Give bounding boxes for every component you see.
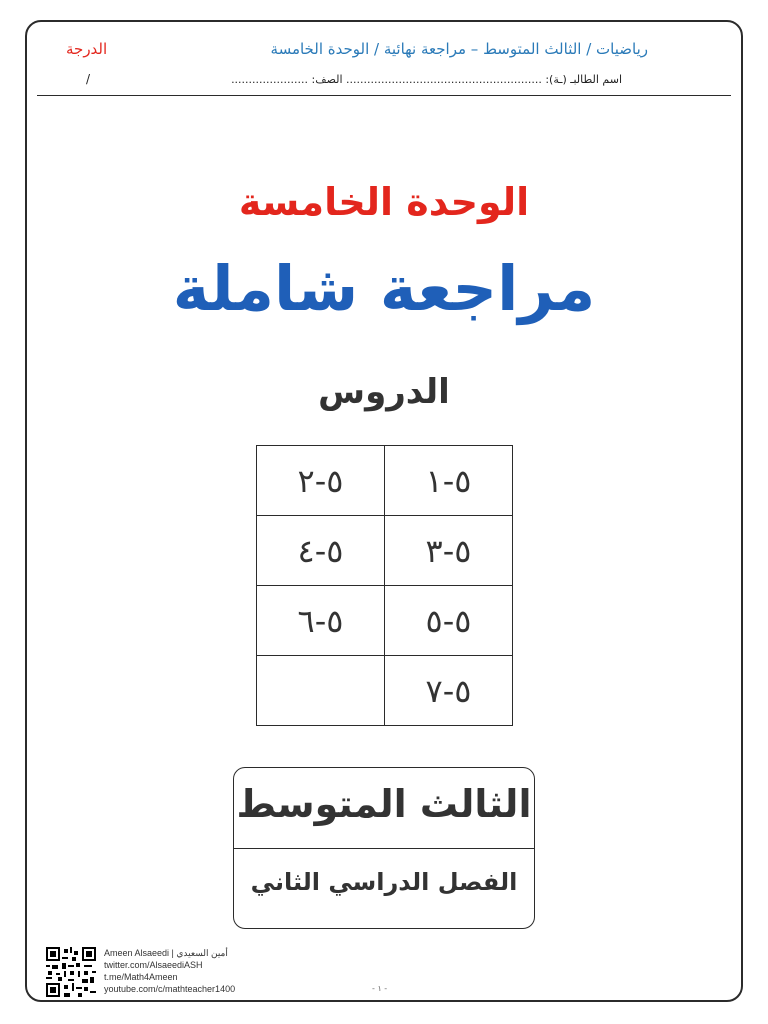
credit-twitter: twitter.com/AlsaeediASH	[104, 960, 203, 970]
header-divider	[37, 95, 731, 96]
page-number: - ١ -	[372, 984, 388, 993]
table-row	[257, 586, 513, 656]
lesson-cell: ٥-١	[385, 446, 513, 516]
student-name-line: اسم الطالبـ (ـة): ........................................................ الصف: ......................	[231, 73, 622, 86]
grade-box-divider	[234, 848, 534, 849]
grade-level-box	[233, 767, 535, 929]
review-title: مراجعة شاملة	[172, 252, 596, 325]
grade-slash: /	[86, 72, 91, 86]
lesson-cell: ٥-٥	[385, 586, 513, 656]
lessons-table	[256, 445, 513, 726]
credit-telegram: t.me/Math4Ameen	[104, 972, 178, 982]
lesson-cell	[257, 656, 385, 726]
table-row	[257, 446, 513, 516]
qr-code-icon	[46, 947, 96, 997]
lesson-cell: ٥-٧	[385, 656, 513, 726]
table-row	[257, 516, 513, 586]
lesson-cell: ٥-٤	[257, 516, 385, 586]
lesson-cell: ٥-٢	[257, 446, 385, 516]
credit-name: Ameen Alsaeedi | أمين السعيدي	[104, 948, 228, 958]
unit-title: الوحدة الخامسة	[238, 180, 530, 224]
grade-level: الثالث المتوسط	[236, 782, 532, 826]
semester-label: الفصل الدراسي الثاني	[250, 868, 518, 896]
author-credits	[104, 947, 235, 995]
grade-label: الدرجة	[66, 40, 108, 58]
lesson-cell: ٥-٦	[257, 586, 385, 656]
credit-youtube: youtube.com/c/mathteacher1400	[104, 984, 236, 994]
header-title: رياضيات / الثالث المتوسط – مراجعة نهائية / الوحدة الخامسة	[270, 40, 648, 58]
lesson-cell: ٥-٣	[385, 516, 513, 586]
lessons-heading: الدروس	[318, 372, 450, 412]
table-row	[257, 656, 513, 726]
